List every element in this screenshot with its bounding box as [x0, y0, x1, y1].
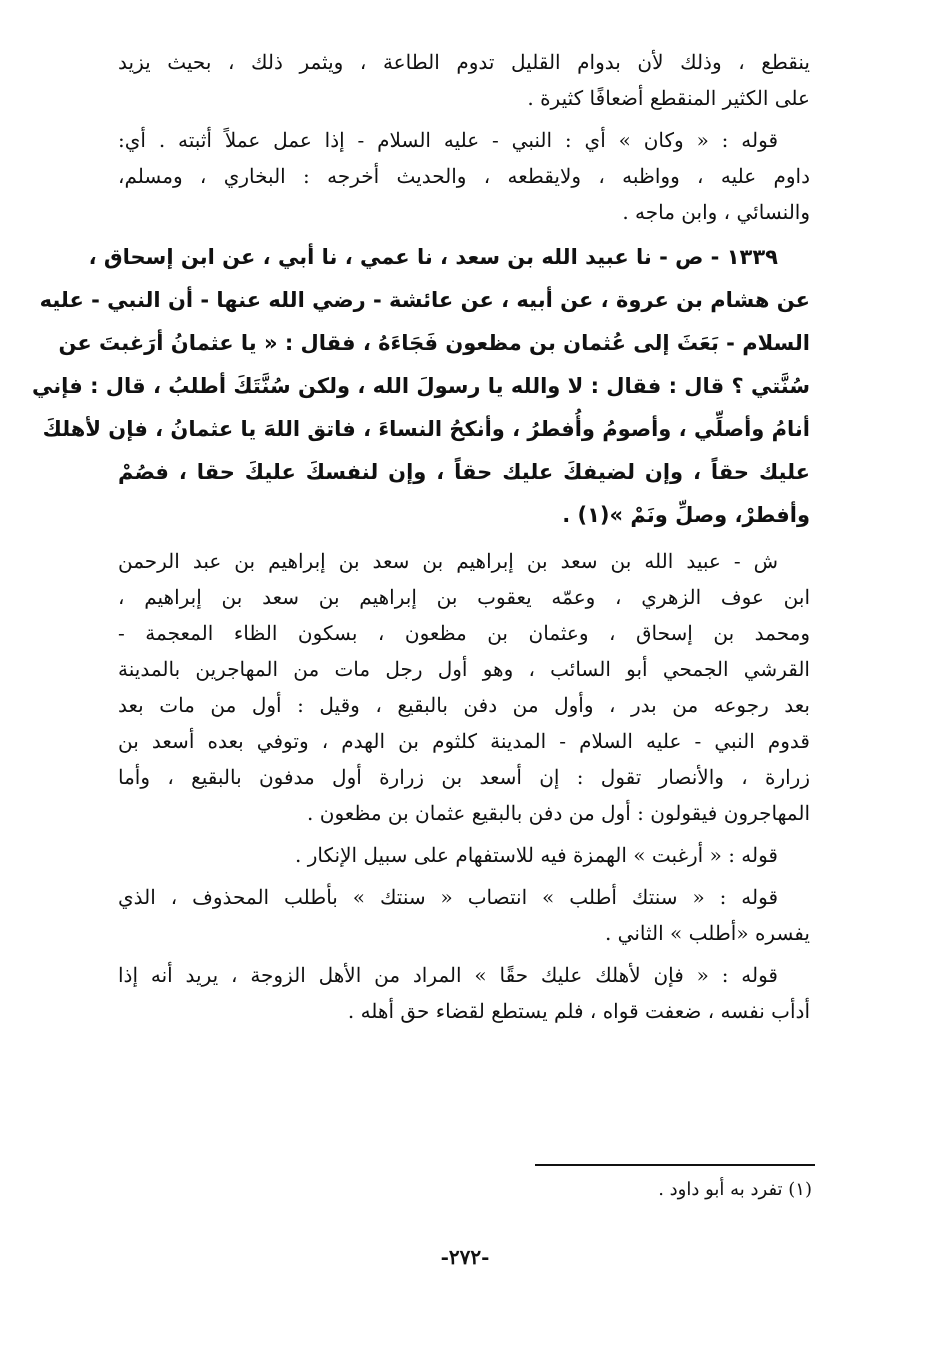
hadith-line: عليك حقاً ، وإن لضيفكَ عليك حقاً ، وإن لنفسكَ عليكَ حقا ، فصُمْ — [118, 460, 810, 484]
hadith-line: وأفطرْ، وصلِّ ونَمْ »(١) . — [562, 503, 810, 527]
text-line: والنسائي ، وابن ماجه . — [622, 200, 810, 224]
text-line: داوم عليه ، وواظبه ، ولايقطعه ، والحديث أخرجه : البخاري ، ومسلم، — [118, 164, 810, 188]
text-line: يفسره «أطلب » الثاني . — [604, 921, 810, 945]
paragraph-commentary-sunnataka — [118, 879, 810, 951]
hadith-line: أنامُ وأصلِّي ، وأصومُ وأُفطرُ ، وأنكحُ النساءَ ، فاتق اللهَ يا عثمانُ ، فإن لأهلكَ — [42, 417, 810, 441]
text-line: قوله : « سنتك أطلب » انتصاب « سنتك » بأطلب المحذوف ، الذي — [118, 885, 778, 909]
hadith-line: ١٣٣٩ - ص - نا عبيد الله بن سعد ، نا عمي ، نا أبي ، عن ابن إسحاق ، — [88, 245, 778, 269]
text-line: ش - عبيد الله بن سعد بن إبراهيم بن سعد بن إبراهيم بن عبد الرحمن — [118, 549, 778, 573]
paragraph-commentary-liahlika — [118, 957, 810, 1029]
text-line: قوله : « أرغبت » الهمزة فيه للاستفهام على سبيل الإنكار . — [295, 843, 778, 867]
hadith-line: السلام - بَعَثَ إلى عُثمان بن مظعون فَجَاءَهُ ، فقال : « يا عثمانُ أرَغبتَ عن — [58, 331, 810, 355]
text-line: بعد رجوعه من بدر ، وأول من دفن بالبقيع ، وقيل : أول من مات بعد — [118, 693, 810, 717]
footnote-separator — [535, 1164, 815, 1166]
text-line: المهاجرون فيقولون : أول من دفن بالبقيع عثمان بن مظعون . — [307, 801, 810, 825]
text-line: قوله : « فإن لأهلك عليك حقًا » المراد من الأهل الزوجة ، يريد أنه إذا — [118, 963, 778, 987]
text-line: قوله : « وكان » أي : النبي - عليه السلام - إذا عمل عملاً أثبته . أي: — [118, 128, 778, 152]
text-line: أدأب نفسه ، ضعفت قواه ، فلم يستطع لقضاء حق أهله . — [347, 999, 810, 1023]
text-line: قدوم النبي - عليه السلام - المدينة كلثوم بن الهدم ، وتوفي بعده أسعد بن — [118, 729, 810, 753]
paragraph-continuation — [118, 44, 810, 116]
page-body — [32, 44, 810, 1029]
hadith-line: سُنَّتي ؟ قال : فقال : لا والله يا رسولَ الله ، ولكن سُنَّتَكَ أطلبُ ، قال : فإني — [32, 374, 810, 398]
text-line: ومحمد بن إسحاق ، وعثمان بن مظعون ، بسكون الظاء المعجمة - — [118, 621, 810, 645]
paragraph-commentary-wakan — [118, 122, 810, 230]
paragraph-commentary-arghabta — [118, 837, 810, 873]
page-number: -٢٧٢- — [440, 1245, 490, 1269]
text-line: القرشي الجمحي أبو السائب ، وهو أول رجل مات من المهاجرين بالمدينة — [118, 657, 810, 681]
text-line: زرارة ، والأنصار تقول : إن أسعد بن زرارة أول مدفون بالبقيع ، وأما — [118, 765, 810, 789]
text-line: على الكثير المنقطع أضعافًا كثيرة . — [527, 86, 810, 110]
text-line: ابن عوف الزهري ، وعمّه يعقوب بن إبراهيم بن سعد بن إبراهيم ، — [118, 585, 810, 609]
hadith-line: عن هشام بن عروة ، عن أبيه ، عن عائشة - رضي الله عنها - أن النبي - عليه — [39, 288, 810, 312]
hadith-text-1339 — [32, 236, 810, 537]
footnote: (١) تفرد به أبو داود . — [658, 1179, 812, 1200]
text-line: ينقطع ، وذلك لأن بدوام القليل تدوم الطاعة ، ويثمر ذلك ، بحيث يزيد — [118, 50, 810, 74]
paragraph-sharh — [118, 543, 810, 831]
